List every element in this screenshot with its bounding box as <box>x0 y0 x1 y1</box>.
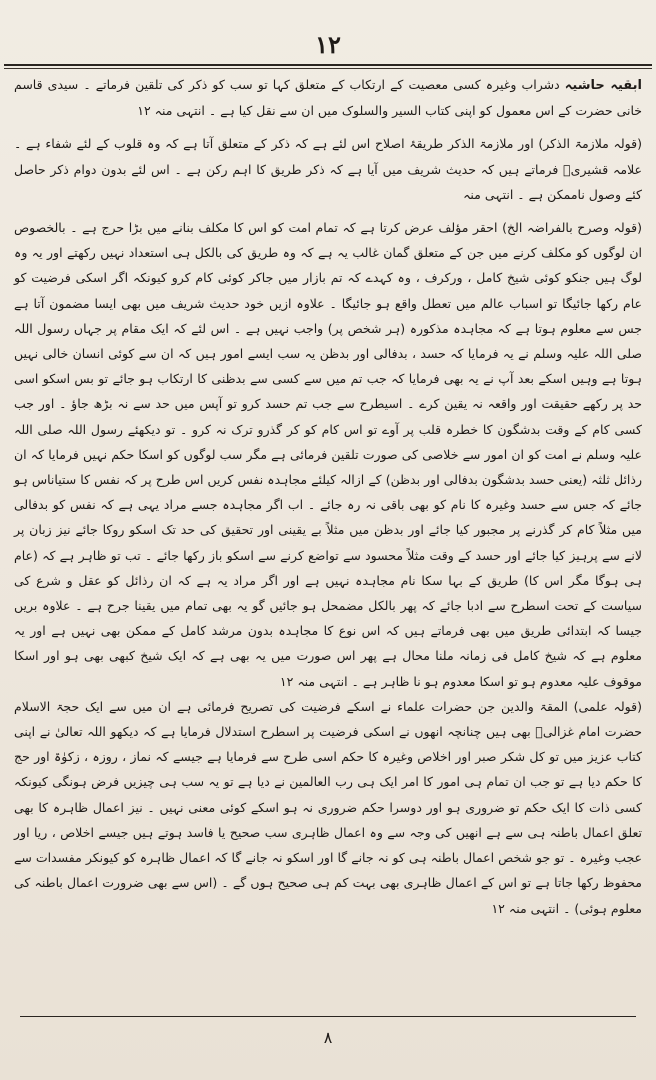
closing-reference: انتہی منہ ۱۲ <box>491 900 560 916</box>
paragraph-3: (قولہ وصرح بالفراضہ الخ) احقر مؤلف عرض کرتا ہے کہ تمام امت کو اس کا مکلف بنانے میں بڑا حرج ہے ۔ بالخصوص ان لوگوں کو مکلف کرنے میں جن کے متعلق گمان غالب یہ ہے کہ وہ طریق کی بالکل ہی استعداد نہیں رکھتے اور یہ وہ لوگ ہیں جنکو کوئی شیخ کامل ، ورکرف ، وہ کہدے کہ تم بازار میں جاکر کوئی کام کرو کیونکہ اگر اسکی فرضیت کو عام رکھا جائیگا تو اسباب عالم میں تعطل واقع ہو جائیگا ۔ علاوہ ازیں خود حدیث شریف میں بھی ایسا مضمون آتا ہے جس سے معلوم ہوتا ہے کہ مجاہدہ مذکورہ (ہر شخص پر) واجب نہیں ہے ۔ اس لئے کہ ایک مقام پر جہاں رسول اللہ صلی اللہ علیہ وسلم نے یہ فرمایا کہ حسد ، بدفالی اور بدظن یہ سب ایسے امور ہیں کہ ان سے کوئی انسان خالی نہیں ہوتا ہے وہیں اسکے بعد آپ نے یہ بھی فرمایا کہ جب تم میں سے کسی سے بدظنی کا ارتکاب ہو جائے تو بس اسکو اسی حد پر رکھے حقیقت اور واقعہ نہ یقین کرے ۔ اسیطرح سے جب تم حسد کرو تو آپس میں حد سے نہ بڑھ جاؤ ۔ اور جب کسی کام کے وقت بدشگون کا خطرہ قلب پر آوے تو اس کام کو کر گذرو ترک نہ کرو ۔ تو دیکھئے رسول اللہ صلی اللہ علیہ وسلم نے امت کو ان امور سے خلاصی کی صورت تلقین فرمائی ہے مگر سب لوگوں کو اسکا حکم نہیں فرمایا کہ ان رذائل ثلثہ (یعنی حسد بدشگون بدفالی اور بدظن) کے ازالہ کیلئے مجاہدہ نفس کریں اس طرح پر کہ نفس کا ستیاناس ہو جائے کہ جس سے حسد وغیرہ کا نام کو بھی باقی نہ رہ جائے ۔ اب اگر مجاہدہ جسے مراد یہی ہے کہ نفس کو بدفالی میں مثلاً کام کر گذرنے پر مجبور کیا جائے اور بدظن میں مثلاً بے یقینی اور تحقیق کی حد تک اسکو روکا جائے نیز زبان پر لانے سے پرہیز کیا جائے اور حسد کے وقت مثلاً محسود سے تواضع کرنے سے اسکو باز رکھا جائے ۔ تب تو ظاہر ہے کہ (عام ہی ہوگا مگر اس کا) طریق کے بہا سکا نام مجاہدہ نہیں ہے اور اگر مراد یہ ہے کہ ان رذائل کو عقل و شرع کی سیاست کے تحت اسطرح سے ادبا جائے کہ پھر بالکل مضمحل ہو جائیں گو یہ بھی تمام میں یقینا جرح ہے ۔ علاوہ بریں جیسا کہ ابتدائی طریق میں بھی فرماتے ہیں کہ اس نوع کا مجاہدہ بدون مرشد کامل کے ممکن بھی نہیں ہے اور یہ معلوم ہے کہ شیخ کامل فی زمانہ ملنا محال ہے پھر اس صورت میں یہ بھی ہے کہ ایک شیخ کبھی بھی ہو اور اسکا موقوف علیہ معدوم ہو تو اسکا معدوم ہو نا ظاہر ہے ۔ انتہی منہ ۱۲ <box>14 220 642 689</box>
header-rule-thin <box>4 68 652 69</box>
paragraph-1-text: دشراب وغیرہ کسی معصیت کے ارتکاب کے متعلق کہا تو سب کو ذکر کی تلقین فرماتے ۔ سیدی قاسم خانی حضرت کے اس معمول کو اپنی کتاب السیر والسلوک میں ان سے نقل کیا ہے ۔ انتہی منہ ۱۲ <box>14 77 642 119</box>
footnote-body <box>14 72 642 921</box>
header-rule <box>4 64 652 66</box>
paragraph-4 <box>14 694 642 921</box>
footer-rule <box>20 1016 636 1017</box>
paragraph-1 <box>14 72 642 123</box>
paragraph-2: (قولہ ملازمۃ الذکر) اور ملازمۃ الذکر طریقۂ اصلاح اس لئے ہے کہ ذکر کے متعلق آتا ہے کہ وہ قلوب کے لئے شفاء ہے ۔ علامہ قشیریؒ فرماتے ہیں کہ حدیث شریف میں آیا ہے کہ ذکر طریق کا اہم رکن ہے ۔ اس لئے بدون دوام ذکر حاصل کئے وصول ناممکن ہے ۔ انتہی منہ <box>14 136 642 202</box>
paragraph-4-text: (قولہ علمی) المقۃ والدین جن حضرات علماء نے اسکے فرضیت کی تصریح فرمائی ہے ان میں سے ایک حجۃ الاسلام حضرت امام غزالیؒ بھی ہیں چنانچہ انھوں نے اسکی فرضیت پر اسطرح استدلال فرمایا ہے کہ دیکھو اللہ تعالیٰ نے اپنی کتاب عزیز میں تو کل شکر صبر اور اخلاص وغیرہ کا حکم اسی طرح سے فرمایا ہے جیسے کہ نماز ، روزہ ، زکوٰۃ اور حج کا حکم دیا ہے تو جب ان تمام ہی امور کا امر ایک ہی رب العالمین نے دیا ہے تو یہ سب ہی چیزیں فرض ہونگی کیونکہ کسی ذات کا ایک حکم تو ضروری ہو اور دوسرا حکم ضروری نہ ہو اسکے کوئی معنی نہیں ۔ نیز اعمال ظاہرہ کا بھی تعلق اعمال باطنہ ہی سے ہے انھیں کی وجہ سے وہ اعمال ظاہری سب صحیح یا فاسد ہوتے ہیں جیسے اخلاص ، ریا اور عجب وغیرہ ۔ تو جو شخص اعمال باطنہ ہی کو نہ جانے گا اور اسکو نہ جانے گا کہ اعمال ظاہرہ کو کیونکر مفسدات سے محفوظ رکھا جاتا ہے تو اس کے اعمال ظاہری بھی بہت کم ہی صحیح ہوں گے ۔ (اس سے بھی ضرورت اعمال باطنہ کی معلوم ہوئی) ۔ <box>14 698 642 916</box>
page-number: ۱۲ <box>315 30 341 59</box>
footer-number: ۸ <box>323 1028 333 1047</box>
continuation-heading: ابقیہ حاشیہ <box>564 78 642 93</box>
